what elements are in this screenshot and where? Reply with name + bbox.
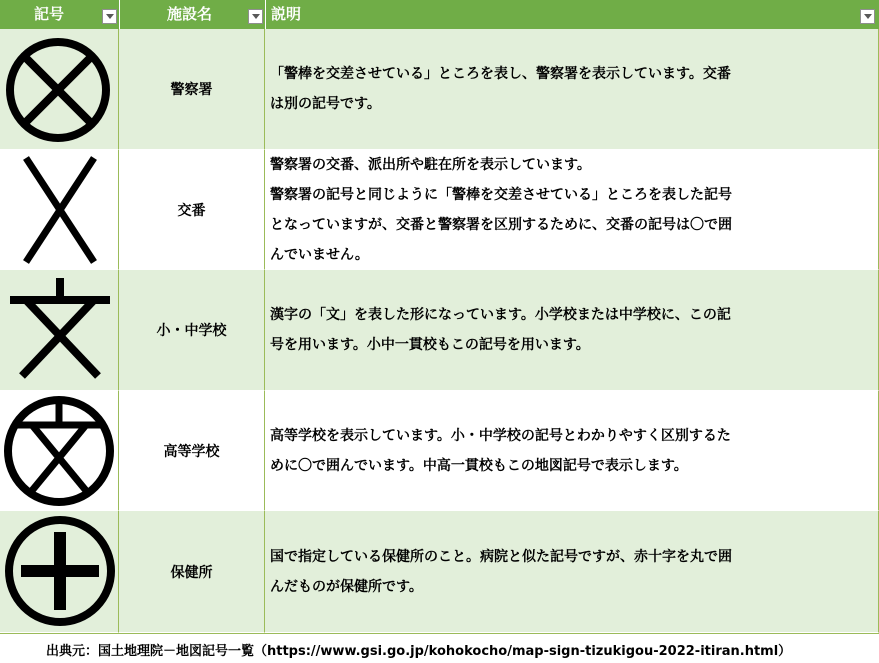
table-row [0,270,879,391]
facility-cell[interactable] [119,511,265,633]
facility-name: 交番 [177,202,206,219]
column-header-symbol[interactable] [0,0,119,29]
description-text: 高等学校を表示しています。小・中学校の記号とわかりやすく区別するた めに〇で囲んでいます。中高一貫校もこの地図記号で表示します。 [270,427,731,474]
description-cell[interactable] [265,150,879,270]
facility-cell[interactable] [119,150,265,270]
table-row [0,391,879,511]
facility-cell[interactable] [119,29,265,150]
source-citation: 出典元：国土地理院－地図記号一覧（https://www.gsi.go.jp/kohokocho/map-sign-tizukigou-2022-itiran.html） [46,644,792,659]
facility-cell[interactable] [119,270,265,391]
symbol-cell[interactable] [0,391,119,511]
source-footer [0,633,879,663]
description-text: 「警棒を交差させている」ところを表し、警察署を表示しています。交番 は別の記号です。 [270,66,731,112]
symbol-cell[interactable] [0,150,119,270]
symbol-cell[interactable] [0,29,119,150]
filter-dropdown-icon[interactable] [102,9,117,24]
symbol-cell[interactable] [0,511,119,633]
facility-name: 高等学校 [163,443,220,460]
high-school-symbol-icon [0,391,119,511]
filter-dropdown-icon[interactable] [248,9,263,24]
facility-name: 小・中学校 [156,323,227,339]
table-row [0,511,879,633]
school-symbol-icon [0,270,119,391]
column-header-facility-label: 施設名 [167,5,213,23]
symbol-cell[interactable] [0,270,119,391]
description-text: 漢字の「文」を表した形になっています。小学校または中学校に、この記 号を用います。小中一貫校もこの記号を用います。 [270,307,731,353]
description-cell[interactable] [265,270,879,391]
facility-name: 警察署 [170,82,213,98]
column-header-facility[interactable] [119,0,265,29]
description-text: 国で指定している保健所のこと。病院と似た記号ですが、赤十字を丸で囲 んだものが保健所です。 [270,548,732,595]
health-center-symbol-icon [0,511,119,633]
column-header-symbol-label: 記号 [34,5,65,23]
description-cell[interactable] [265,391,879,511]
table-row [0,150,879,270]
police-station-symbol-icon [0,29,119,150]
description-text: 警察署の交番、派出所や駐在所を表示しています。 警察署の記号と同じように「警棒を交差させている」ところを表した記号 となっていますが、交番と警察署を区別するために、交番の記号は〇で囲 んでいません。 [270,156,732,263]
facility-name: 保健所 [170,564,213,581]
column-header-description-label: 説明 [271,5,302,23]
column-header-description[interactable] [265,0,879,29]
facility-cell[interactable] [119,391,265,511]
description-cell[interactable] [265,29,879,150]
table-row [0,29,879,150]
description-cell[interactable] [265,511,879,633]
police-box-symbol-icon [0,150,119,270]
filter-dropdown-icon[interactable] [860,9,875,24]
